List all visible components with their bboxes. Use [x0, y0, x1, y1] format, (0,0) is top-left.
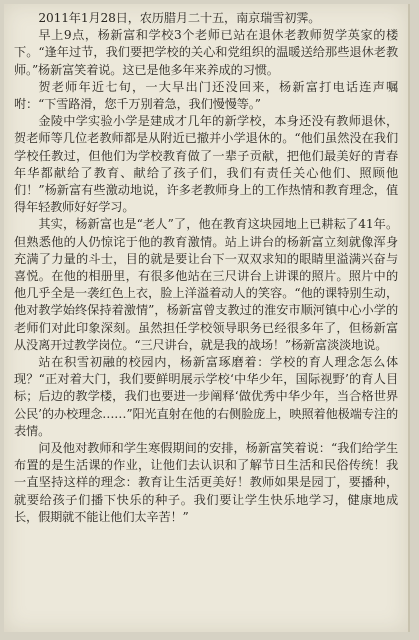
article-paragraph: 其实，杨新富也是“老人”了，他在教育这块园地上已耕耘了41年。但熟悉他的人仍惊诧于他的教育激情。站上讲台的杨新富立刻就像浑身充满了力量的斗士，目的就是要让台下一双双求知的眼睛里溢满兴奋与喜悦。在他的相册里，有很多他站在三尺讲台上讲课的照片。照片中的他几乎全是一袭红色上衣，脸上洋溢着动人的笑容。“他的课特别生动，他对教学始终保持着激情”，杨新富曾支教过的淮安市顺河镇中心小学的老师们对此印象深刻。虽然担任学校领导职务已经很多年了，但杨新富从没离开过教学岗位。“三尺讲台，就是我的战场！”杨新富淡淡地说。	[14, 217, 398, 352]
article-paragraph: 问及他对教师和学生寒假期间的安排，杨新富笑着说：“我们给学生布置的是生活课的作业，让他们去认识和了解节日生活和民俗传统！我一直坚持这样的理念：教育让生活更美好！教师如果是园丁，要播种，就要给孩子们播下快乐的种子。我们要让学生快乐地学习，健康地成长，假期就不能让他们太辛苦！”	[14, 441, 398, 524]
article-paragraph: 2011年1月28日，农历腊月二十五，南京瑞雪初霁。	[38, 11, 321, 25]
article-paragraph: 金陵中学实验小学是建成才几年的新学校，本身还没有教师退休，贺老师等几位老教师都是从附近已撤并小学退休的。“他们虽然没在我们学校任教过，但他们为学校教育做了一辈子贡献，把他们最美好的青春年华都献给了教育、献给了孩子们，我们有责任关心他们、照顾他们！”杨新富有些激动地说，许多老教师身上的工作热情和教育理念，值得年轻教师好好学习。	[14, 114, 398, 215]
article-paragraph: 站在积雪初融的校园内，杨新富琢磨着：学校的育人理念怎么体现？“正对着大门，我们要鲜明展示学校‘中华少年，国际视野’的育人目标；后边的教学楼，我们也要进一步阐释‘做优秀中华少年，当合格世界公民’的办校理念……”阳光直射在他的右侧脸庞上，映照着他极端专注的表情。	[14, 355, 398, 438]
article-paragraph: 早上9点，杨新富和学校3个老师已站在退休老教师贺学英家的楼下。“逢年过节，我们要把学校的关心和党组织的温暖送给那些退休老教师。”杨新富笑着说。这已是他多年来养成的习惯。	[14, 28, 398, 77]
article-paragraph: 贺老师年近七旬，一大早出门还没回来，杨新富打电话连声嘱咐：“下雪路滑，您千万别着急，我们慢慢等。”	[14, 79, 398, 112]
newspaper-clipping	[4, 4, 410, 632]
article-body	[14, 10, 398, 526]
